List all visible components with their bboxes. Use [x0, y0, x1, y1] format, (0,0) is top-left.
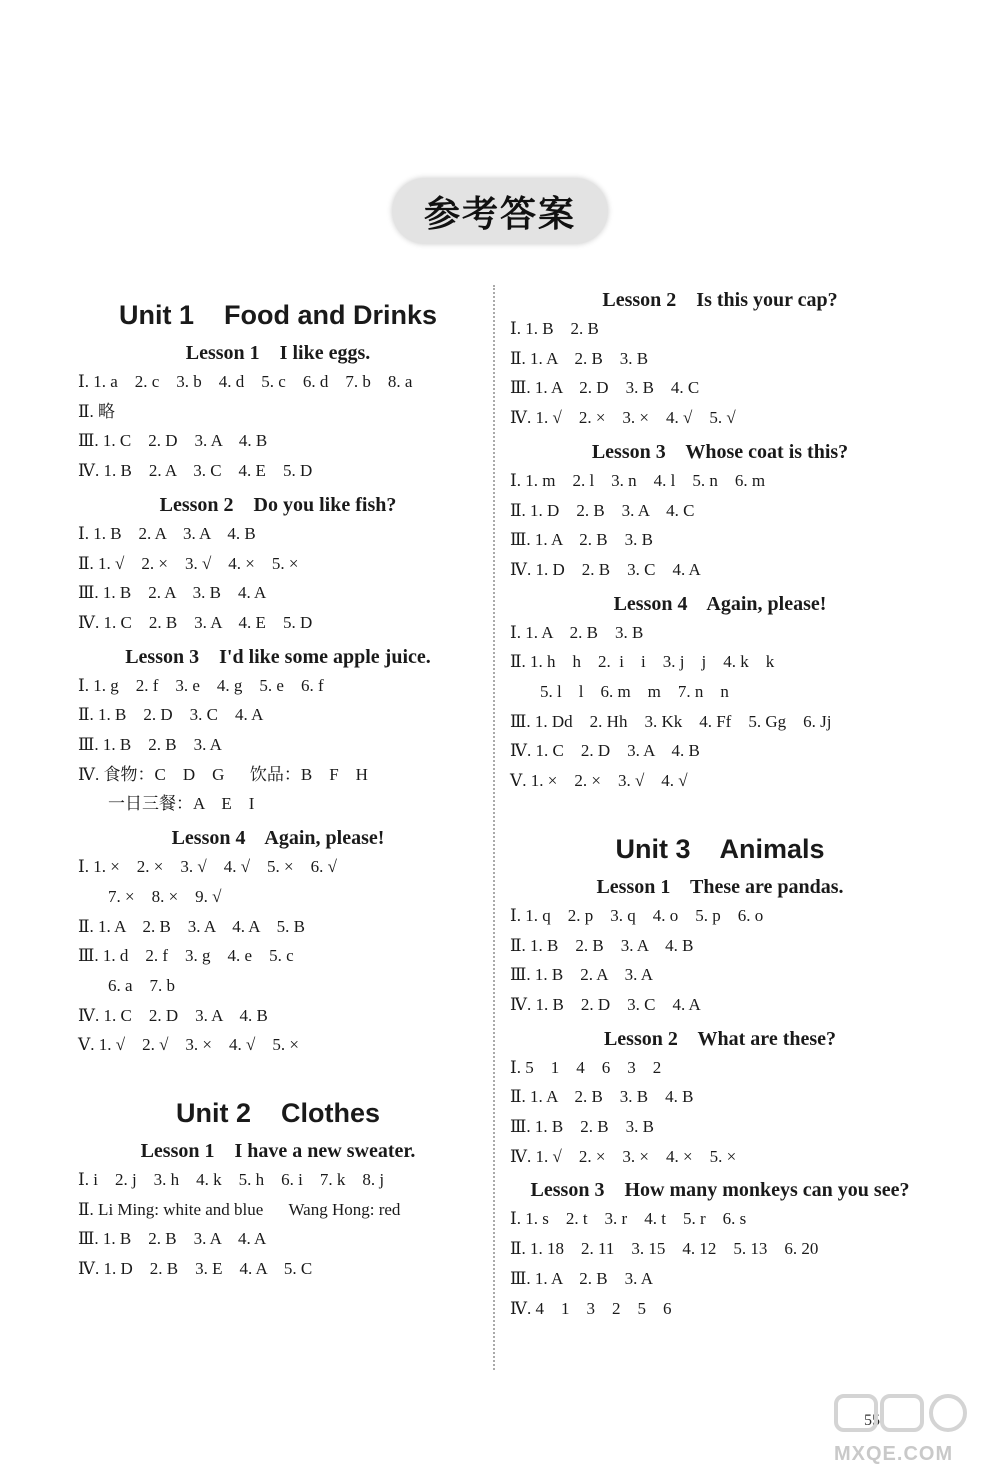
answer-line: Ⅲ. 1. A 2. B 3. B: [510, 530, 653, 550]
answer-line: Ⅰ. 1. m 2. l 3. n 4. l 5. n 6. m: [510, 470, 766, 490]
answer-line: Ⅲ. 1. A 2. D 3. B 4. C: [510, 378, 700, 398]
answer-line: 6. a 7. b: [108, 975, 176, 995]
answer-line: Ⅰ. 1. g 2. f 3. e 4. g 5. e 6. f: [78, 675, 324, 695]
unit-spacer: [78, 1060, 478, 1098]
page-title: 参考答案: [423, 193, 576, 235]
answer-line: Ⅴ. 1. × 2. × 3. √ 4. √: [510, 771, 688, 791]
answer-line: Ⅳ. 1. √ 2. × 3. × 4. √ 5. √: [510, 408, 736, 428]
watermark-logo: [832, 1392, 972, 1466]
unit-heading: Unit 1 Food and Drinks: [118, 300, 437, 330]
lesson-heading: Lesson 2 Do you like fish?: [159, 493, 397, 516]
answer-line: Ⅱ. 1. A 2. B 3. B: [510, 348, 649, 368]
answer-line: Ⅲ. 1. Dd 2. Hh 3. Kk 4. Ff 5. Gg 6. Jj: [510, 711, 832, 731]
answer-line: Ⅱ. 1. B 2. D 3. C 4. A: [78, 705, 264, 725]
answer-line: Ⅲ. 1. B 2. A 3. B 4. A: [78, 583, 267, 603]
answer-line: Ⅰ. 5 1 4 6 3 2: [510, 1057, 662, 1077]
answer-line: Ⅰ. 1. B 2. A 3. A 4. B: [78, 523, 256, 543]
answer-line: Ⅳ. 4 1 3 2 5 6: [510, 1298, 672, 1318]
answer-line: 一日三餐：A E I: [108, 794, 255, 814]
answer-line: Ⅱ. 1. B 2. B 3. A 4. B: [510, 935, 694, 955]
answer-line: 5. l l 6. m m 7. n n: [540, 682, 729, 702]
answer-line: Ⅲ. 1. A 2. B 3. A: [510, 1268, 653, 1288]
answer-line: Ⅰ. 1. s 2. t 3. r 4. t 5. r 6. s: [510, 1209, 747, 1229]
lesson-heading: Lesson 1 These are pandas.: [596, 875, 844, 898]
answer-line: Ⅳ. 1. D 2. B 3. C 4. A: [510, 559, 701, 579]
answer-line: Ⅱ. 1. √ 2. × 3. √ 4. × 5. ×: [78, 553, 299, 573]
answer-line: Ⅲ. 1. B 2. B 3. A 4. A: [78, 1229, 267, 1249]
left-column: [78, 300, 478, 1284]
watermark-text: MXQE.COM: [834, 1443, 954, 1465]
answer-line: 7. × 8. × 9. √: [108, 886, 222, 906]
answer-line: Ⅳ. 1. B 2. A 3. C 4. E 5. D: [78, 461, 313, 481]
answer-line: Ⅰ. 1. q 2. p 3. q 4. o 5. p 6. o: [510, 905, 764, 925]
lesson-heading: Lesson 3 How many monkeys can you see?: [530, 1179, 910, 1202]
answer-line: Ⅴ. 1. √ 2. √ 3. × 4. √ 5. ×: [78, 1035, 299, 1055]
lesson-heading: Lesson 1 I like eggs.: [185, 342, 371, 364]
answer-line: Ⅱ. 略: [78, 401, 116, 421]
lesson-heading: Lesson 4 Again, please!: [171, 827, 385, 850]
answer-line: Ⅳ. 1. B 2. D 3. C 4. A: [510, 994, 701, 1014]
lesson-heading: Lesson 3 I'd like some apple juice.: [125, 645, 431, 668]
answer-line: Ⅳ. 1. D 2. B 3. E 4. A 5. C: [78, 1259, 313, 1279]
answer-line: Ⅲ. 1. B 2. B 3. A: [78, 735, 222, 755]
unit-spacer: [510, 796, 930, 834]
unit-heading: Unit 3 Animals: [615, 833, 825, 864]
answer-line: Ⅲ. 1. B 2. A 3. A: [510, 965, 653, 985]
answer-line: Ⅳ. 1. C 2. D 3. A 4. B: [78, 1005, 268, 1025]
page-number: 55: [864, 1412, 880, 1429]
answer-line: Ⅳ. 1. √ 2. × 3. × 4. × 5. ×: [510, 1146, 737, 1166]
answer-line: Ⅰ. 1. B 2. B: [510, 319, 599, 338]
answer-line: Ⅰ. 1. a 2. c 3. b 4. d 5. c 6. d 7. b 8. a: [78, 372, 413, 391]
answer-line: Ⅰ. 1. A 2. B 3. B: [510, 622, 644, 642]
answer-line: Ⅱ. 1. D 2. B 3. A 4. C: [510, 500, 695, 520]
unit-heading: Unit 2 Clothes: [175, 1098, 381, 1129]
answer-line: Ⅳ. 食物：C D G 饮品：B F H: [78, 764, 368, 784]
lesson-heading: Lesson 3 Whose coat is this?: [591, 440, 849, 463]
answer-line: Ⅱ. 1. h h 2. i i 3. j j 4. k k: [510, 652, 775, 672]
lesson-heading: Lesson 2 Is this your cap?: [602, 289, 838, 311]
answer-line: Ⅱ. 1. 18 2. 11 3. 15 4. 12 5. 13 6. 20: [510, 1239, 819, 1259]
answer-line: Ⅲ. 1. C 2. D 3. A 4. B: [78, 431, 268, 451]
column-divider: [493, 285, 495, 1370]
answer-line: Ⅰ. 1. × 2. × 3. √ 4. √ 5. × 6. √: [78, 857, 337, 877]
right-column: [510, 287, 930, 1323]
answer-line: Ⅳ. 1. C 2. D 3. A 4. B: [510, 741, 700, 761]
answer-line: Ⅱ. 1. A 2. B 3. B 4. B: [510, 1087, 694, 1107]
title-banner: [392, 178, 608, 244]
lesson-heading: Lesson 4 Again, please!: [613, 592, 827, 615]
lesson-heading: Lesson 2 What are these?: [603, 1027, 837, 1050]
answer-line: Ⅲ. 1. d 2. f 3. g 4. e 5. c: [78, 946, 294, 966]
answer-line: Ⅳ. 1. C 2. B 3. A 4. E 5. D: [78, 612, 313, 632]
answer-line: Ⅰ. i 2. j 3. h 4. k 5. h 6. i 7. k 8. j: [78, 1170, 385, 1190]
answer-line: Ⅱ. Li Ming: white and blue Wang Hong: red: [78, 1199, 401, 1219]
lesson-heading: Lesson 1 I have a new sweater.: [140, 1140, 416, 1163]
answer-line: Ⅱ. 1. A 2. B 3. A 4. A 5. B: [78, 916, 305, 936]
answer-line: Ⅲ. 1. B 2. B 3. B: [510, 1117, 654, 1137]
